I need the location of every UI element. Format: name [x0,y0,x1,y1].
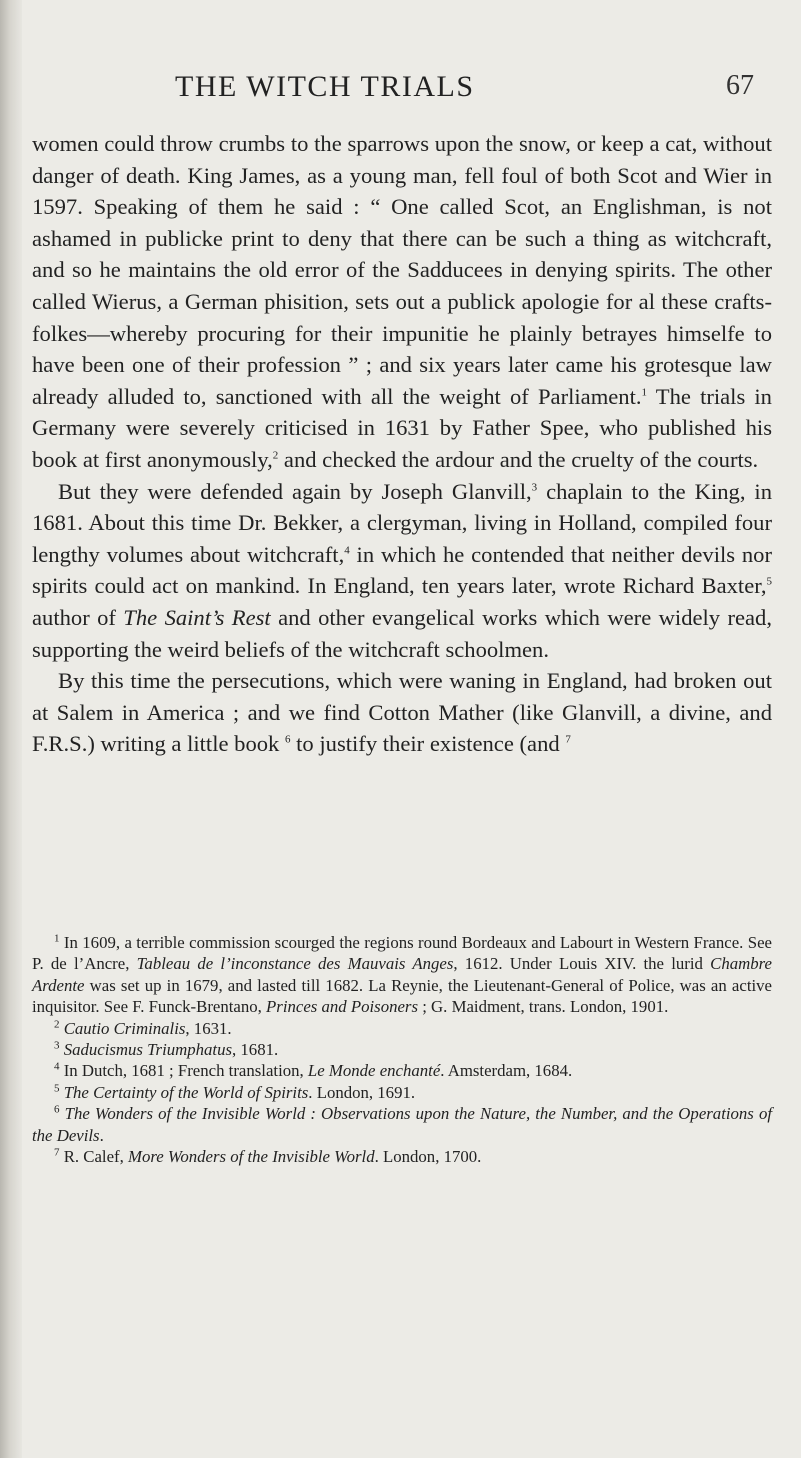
footnote-ref: 2 [54,1018,60,1031]
footnote-ref: 5 [766,575,772,588]
paragraph [32,128,772,476]
text-run: R. Calef, [59,1147,129,1167]
text-run: to justify their existence (and [290,731,566,757]
footnote-ref: 6 [54,1103,60,1116]
main-text [32,128,772,760]
text-run: But they were defended again by Joseph Glanvill, [58,478,532,504]
text-run: chaplain to the King, in 1681. About this time Dr. Bekker, a clergyman, living in Holland, compiled four lengthy volumes about witchcraft, [32,478,773,567]
running-title: THE WITCH TRIALS [175,70,475,103]
text-run: was set up in 1679, and lasted till 1682. La Reynie, the Lieutenant-General of Police, was an active inquisitor. See F. Funck-Brentano, [32,975,772,1017]
footnote-ref: 4 [344,544,350,557]
paragraph [32,476,772,666]
text-run: and checked the ardour and the cruelty of the courts. [278,446,759,472]
footnote [32,1082,772,1103]
italic-title: Chambre Ardente [32,954,772,995]
italic-title: The Certainty of the World of Spirits [63,1082,309,1102]
footnote-ref: 3 [531,481,538,493]
text-run: in which he contended that neither devils nor spirits could act on mankind. In England, ten years later, wrote Richard Baxter, [32,541,772,599]
footnotes [32,932,772,1167]
footnote [32,1018,772,1039]
text-run: women could throw crumbs to the sparrows upon the snow, or keep a cat, without danger of death. King James, as a young man, fell foul of both Scot and Wier in 1597. Speaking of them he said : “ One called Scot, an Englishman, is not ashamed in publicke print to deny that there can be such a thing as witchcraft, and so he maintains the old error of the Sadducees in denying spirits. The other called Wierus, a German phisition, sets out a publick apologie for al these crafts-folkes—whereby procuring for their impunitie he plainly betrayes himselfe to have been one of their profession ” ; and six years later came his grotesque law already alluded to, sanctioned with all the weight of Parliament. [32,131,772,409]
text-run: The trials in Germany were severely criticised in 1631 by Father Spee, who published his book at first anonymously, [32,383,772,472]
page-header [0,70,801,110]
italic-title: Princes and Poisoners [266,997,418,1017]
footnote-ref: 3 [54,1039,60,1052]
paragraph [32,665,772,760]
italic-title: Le Monde enchanté [307,1061,441,1081]
text-run: . [99,1125,104,1145]
text-run: . Amsterdam, 1684. [440,1061,573,1081]
italic-title: Saducismus Triumphatus [63,1040,233,1060]
footnote-ref: 2 [272,449,279,462]
italic-title: Cautio Criminalis [63,1018,186,1038]
text-run: By this time the persecutions, which were waning in England, had broken out at Salem in America ; and we find Cotton Mather (like Glanvill, a divine, and F.R.S.) writing a little book [32,668,772,757]
footnote-ref: 1 [54,932,60,945]
footnote [32,1039,772,1060]
footnote-ref: 7 [54,1146,60,1159]
text-run: In Dutch, 1681 ; French translation, [59,1061,308,1081]
text-run: , 1681. [232,1040,279,1060]
footnote-ref: 4 [54,1060,60,1073]
text-run: author of [32,604,124,630]
text-run: . London, 1691. [308,1082,416,1102]
footnote [32,1103,772,1146]
footnote [32,932,772,1018]
text-run: ; G. Maidment, trans. London, 1901. [418,997,669,1017]
italic-title: Tableau de l’inconstance des Mauvais Anges [136,954,454,974]
italic-title: The Saint’s Rest [123,604,271,630]
footnote-ref: 7 [565,733,571,746]
footnote-ref: 1 [641,386,648,399]
text-run: , 1631. [185,1018,232,1038]
page-number: 67 [726,70,754,101]
italic-title: The Wonders of the Invisible World : Observations upon the Nature, the Number, and the Operations of the Devils [32,1104,772,1145]
text-run: and other evangelical works which were widely read, supporting the weird beliefs of the witchcraft schoolmen. [32,604,772,662]
text-run: . London, 1700. [374,1147,482,1167]
footnote-ref: 5 [54,1082,60,1095]
footnote-ref: 6 [285,733,291,746]
book-gutter-shadow [0,0,22,1458]
italic-title: More Wonders of the Invisible World [128,1147,375,1167]
footnote [32,1060,772,1081]
footnote [32,1146,772,1167]
text-run: , 1612. Under Louis XIV. the lurid [453,954,711,974]
text-run: In 1609, a terrible commission scourged the regions round Bordeaux and Labourt in Western France. See P. de l’Ancre, [32,933,772,974]
